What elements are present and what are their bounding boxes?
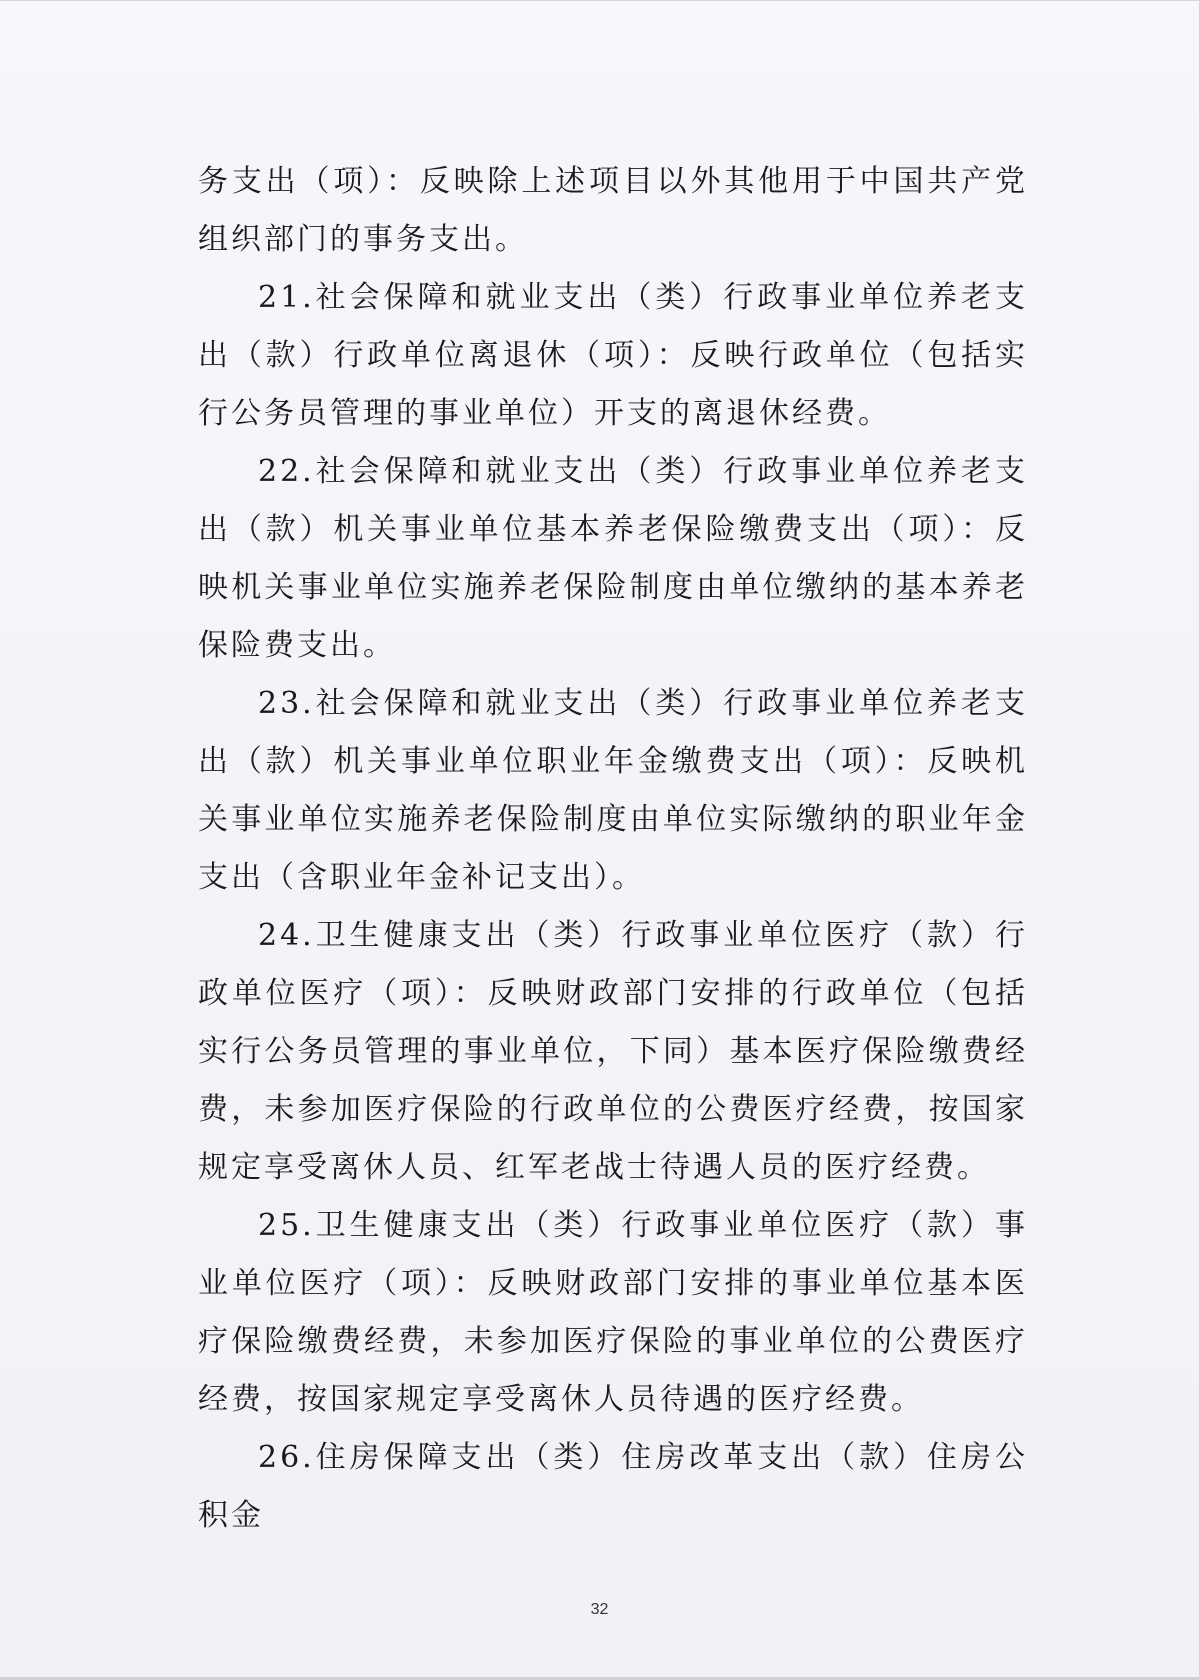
paragraph-item-25: 25.卫生健康支出（类）行政事业单位医疗（款）事业单位医疗（项）：反映财政部门安排的事业单位基本医疗保险缴费经费，未参加医疗保险的事业单位的公费医疗经费，按国家规定享受离休人员待遇的医疗经费。: [198, 1208, 1028, 1417]
paragraph-item-23: 23.社会保障和就业支出（类）行政事业单位养老支出（款）机关事业单位职业年金缴费支出（项）：反映机关事业单位实施养老保险制度由单位实际缴纳的职业年金支出（含职业年金补记支出）。: [198, 686, 1028, 895]
page-number: 32: [590, 1601, 609, 1618]
body-text: [198, 153, 1028, 1545]
paragraph-continuation: 务支出（项）：反映除上述项目以外其他用于中国共产党组织部门的事务支出。: [198, 164, 1028, 257]
paragraph-item-21: 21.社会保障和就业支出（类）行政事业单位养老支出（款）行政单位离退休（项）：反映行政单位（包括实行公务员管理的事业单位）开支的离退休经费。: [198, 280, 1028, 431]
paragraph-item-26: 26.住房保障支出（类）住房改革支出（款）住房公积金: [198, 1440, 1028, 1533]
paragraph-item-22: 22.社会保障和就业支出（类）行政事业单位养老支出（款）机关事业单位基本养老保险缴费支出（项）：反映机关事业单位实施养老保险制度由单位缴纳的基本养老保险费支出。: [198, 454, 1028, 663]
paragraph-item-24: 24.卫生健康支出（类）行政事业单位医疗（款）行政单位医疗（项）：反映财政部门安排的行政单位（包括实行公务员管理的事业单位，下同）基本医疗保险缴费经费，未参加医疗保险的行政单位的公费医疗经费，按国家规定享受离休人员、红军老战士待遇人员的医疗经费。: [198, 918, 1028, 1185]
